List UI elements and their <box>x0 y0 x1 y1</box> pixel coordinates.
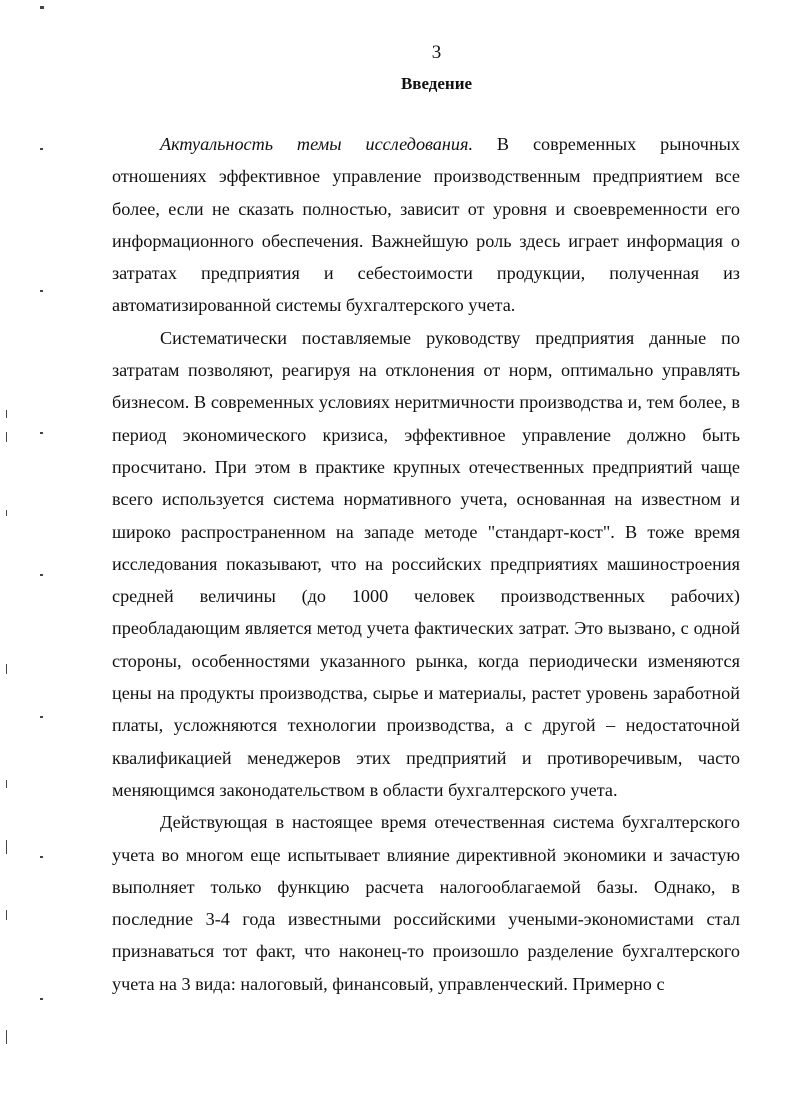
scan-mark <box>6 432 7 442</box>
paragraph-3 <box>112 806 740 1000</box>
scan-mark <box>6 840 7 854</box>
scan-mark <box>6 910 7 920</box>
paragraph-2 <box>112 322 740 806</box>
scan-mark <box>40 574 43 576</box>
scan-mark <box>40 716 43 718</box>
paragraph-lead: Актуальность темы исследования. <box>160 134 474 154</box>
scan-mark <box>40 6 44 9</box>
page-title: Введение <box>400 74 473 93</box>
scan-mark <box>6 410 7 418</box>
scan-mark <box>6 780 7 788</box>
scan-mark <box>40 856 43 858</box>
page-number: 3 <box>431 42 442 63</box>
scan-mark <box>6 510 7 516</box>
body-text <box>112 128 740 1000</box>
paragraph-text: Систематически поставляемые руководству предприятия данные по затратам позволяют, реагируя на отклонения от норм, оптимально управлять бизнесом. В современных условиях неритмичности производства и, тем более, в период экономического кризиса, эффективное управление должно быть просчитано. При этом в практике крупных отечественных предприятий чаще всего используется система нормативного учета, основанная на известном и широко распространенном на западе методе "стандарт-кост". В тоже время исследования показывают, что на российских предприятиях машиностроения средней величины (до 1000 человек производственных рабочих) преобладающим является метод учета фактических затрат. Это вызвано, с одной стороны, особенностями указанного рынка, когда периодически изменяются цены на продукты производства, сырье и материалы, растет уровень заработной платы, усложняются технологии производства, а с другой – недостаточной квалификацией менеджеров этих предприятий и противоречивым, часто меняющимся законодательством в области бухгалтерского учета. <box>112 327 740 800</box>
paragraph-1 <box>112 128 740 322</box>
scan-mark <box>6 1030 7 1044</box>
scan-mark <box>40 148 43 150</box>
paragraph-text: Действующая в настоящее время отечественная система бухгалтерского учета во многом еще испытывает влияние директивной экономики и зачастую выполняет только функцию расчета налогооблагаемой базы. Однако, в последние 3-4 года известными российскими учеными-экономистами стал признаваться тот факт, что наконец-то произошло разделение бухгалтерского учета на 3 вида: налоговый, финансовый, управленческий. Примерно с <box>112 812 740 994</box>
paragraph-text: В современных рыночных отношениях эффективное управление производственным предприятием все более, если не сказать полностью, зависит от уровня и своевременности его информационного обеспечения. Важнейшую роль здесь играет информация о затратах предприятия и себестоимости продукции, полученная из автоматизированной системы бухгалтерского учета. <box>112 134 740 316</box>
scan-mark <box>40 998 43 1000</box>
scan-mark <box>6 664 7 674</box>
scan-mark <box>40 290 43 292</box>
scan-mark <box>40 432 43 434</box>
